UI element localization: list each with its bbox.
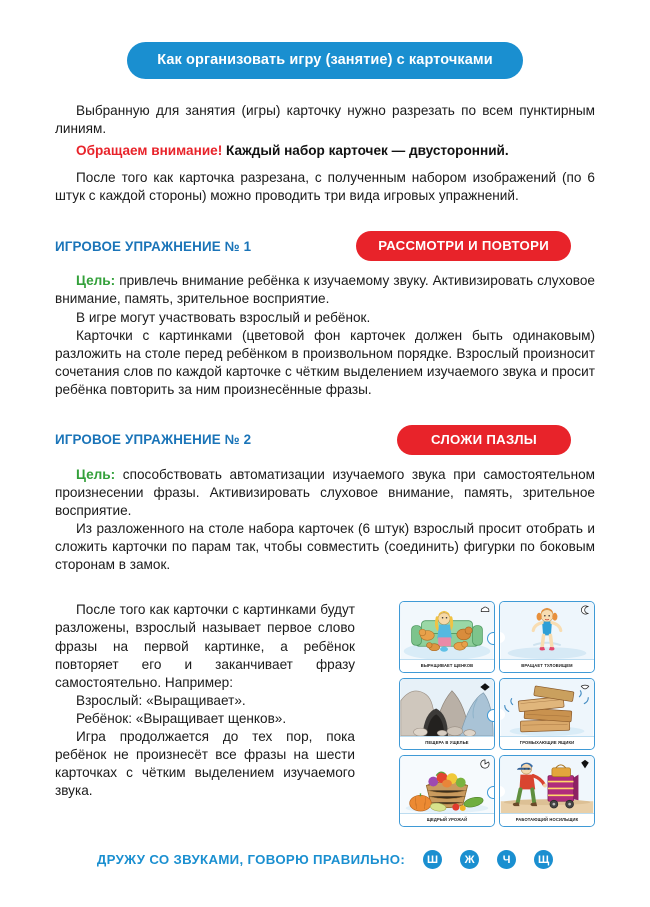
arc-shape-icon bbox=[580, 682, 590, 692]
card-caption: РАБОТАЮЩИЙ НОСИЛЬЩИК bbox=[500, 813, 594, 826]
page-footer bbox=[0, 850, 650, 869]
exercise-2-title: ИГРОВОЕ УПРАЖНЕНИЕ № 2 bbox=[55, 432, 252, 448]
dialogue-adult: Взрослый: «Выращивает». bbox=[76, 692, 246, 708]
sound-badge-sh[interactable]: Ш bbox=[423, 850, 442, 869]
attention-text: Каждый набор карточек — двусторонний. bbox=[222, 143, 509, 159]
goal-text-2: способствовать автоматизации изучаемого звука при самостоятельном произнесении фразы. Активизировать слуховое внимание, память, зрительное восприятие. bbox=[55, 466, 595, 519]
exercise-1-body: Карточки с картинками (цветовой фон карточек должен быть одинаковым) разложить на столе перед ребёнком в произвольном порядке. Взрослый произносит сочетания слов по каждой карточке с чётким выделением изучаемого звука и просит ребёнка повторить за ним произнесённые фразы. bbox=[55, 327, 595, 397]
bottom-text-column bbox=[55, 601, 355, 827]
exercise-1-players: В игре могут участвовать взрослый и ребёнок. bbox=[76, 309, 371, 325]
puzzle-card[interactable] bbox=[499, 678, 595, 750]
sound-badge-shch[interactable]: Щ bbox=[534, 850, 553, 869]
sound-badges bbox=[423, 850, 553, 869]
puzzle-card[interactable] bbox=[399, 678, 495, 750]
puzzle-card[interactable] bbox=[399, 601, 495, 673]
exercise-1-badge: РАССМОТРИ И ПОВТОРИ bbox=[356, 231, 571, 261]
exercise-2-body: Из разложенного на столе набора карточек (6 штук) взрослый просит отобрать и сложить карточки по парам так, чтобы совместить (соединить) фигурки по боковым сторонам в замок. bbox=[55, 521, 595, 573]
attention-label: Обращаем внимание! bbox=[76, 143, 223, 159]
page-title: Как организовать игру (занятие) с карточками bbox=[127, 42, 522, 79]
bottom-paragraph-2: Игра продолжается до тех пор, пока ребёнок не произнесёт все фразы на шести карточках с чётким выделением изучаемого звука. bbox=[55, 728, 355, 799]
page-title-bar bbox=[55, 42, 595, 79]
card-caption: ВЫРАЩИВАЕТ ЩЕНКОВ bbox=[400, 659, 494, 672]
exercise-1-goal bbox=[55, 272, 595, 308]
intro-paragraph-2: После того как карточка разрезана, с полученным набором изображений (по 6 штук с каждой стороны) можно проводить три вида игровых упражнений. bbox=[55, 170, 595, 204]
exercise-1-header bbox=[55, 231, 595, 261]
goal-text-1: привлечь внимание ребёнка к изучаемому звуку. Активизировать слуховое внимание, память, зрительное восприятие. bbox=[55, 273, 595, 307]
diamond-shape-icon bbox=[480, 682, 490, 692]
goal-label-2: Цель: bbox=[76, 466, 116, 482]
exercise-2-badge: СЛОЖИ ПАЗЛЫ bbox=[397, 425, 571, 455]
goal-label-1: Цель: bbox=[76, 273, 116, 289]
exercise-1-title: ИГРОВОЕ УПРАЖНЕНИЕ № 1 bbox=[55, 238, 252, 254]
bottom-section bbox=[55, 601, 595, 827]
card-caption: ПЕЩЕРА В УЩЕЛЬЕ bbox=[400, 736, 494, 749]
cloud-shape-icon bbox=[480, 605, 490, 615]
moon-shape-icon bbox=[580, 605, 590, 615]
intro-paragraph-1: Выбранную для занятия (игры) карточку нужно разрезать по всем пунктирным линиям. bbox=[55, 103, 595, 137]
sound-badge-ch[interactable]: Ч bbox=[497, 850, 516, 869]
card-caption: ГРОМЫХАЮЩИЕ ЯЩИКИ bbox=[500, 736, 594, 749]
puzzle-cards-grid bbox=[399, 601, 595, 827]
puzzle-card[interactable] bbox=[499, 755, 595, 827]
pacman-shape-icon bbox=[480, 759, 490, 769]
card-caption: ВРАЩАЕТ ТУЛОВИЩЕМ bbox=[500, 659, 594, 672]
hexagon-shape-icon bbox=[580, 759, 590, 769]
card-caption: ЩЕДРЫЙ УРОЖАЙ bbox=[400, 813, 494, 826]
puzzle-card[interactable] bbox=[399, 755, 495, 827]
exercise-2-header bbox=[55, 425, 595, 455]
attention-note bbox=[55, 142, 595, 160]
footer-text: ДРУЖУ СО ЗВУКАМИ, ГОВОРЮ ПРАВИЛЬНО: bbox=[96, 852, 406, 867]
sound-badge-zh[interactable]: Ж bbox=[460, 850, 479, 869]
exercise-2-goal bbox=[55, 466, 595, 520]
dialogue-child: Ребёнок: «Выращивает щенков». bbox=[76, 710, 287, 726]
puzzle-cards-column bbox=[373, 601, 595, 827]
bottom-paragraph-1: После того как карточки с картинками будут разложены, взрослый называет первое слово фразы на первой картинке, а ребёнок повторяет его и заканчивает фразу самостоятельно. Например: bbox=[55, 602, 355, 690]
puzzle-card[interactable] bbox=[499, 601, 595, 673]
